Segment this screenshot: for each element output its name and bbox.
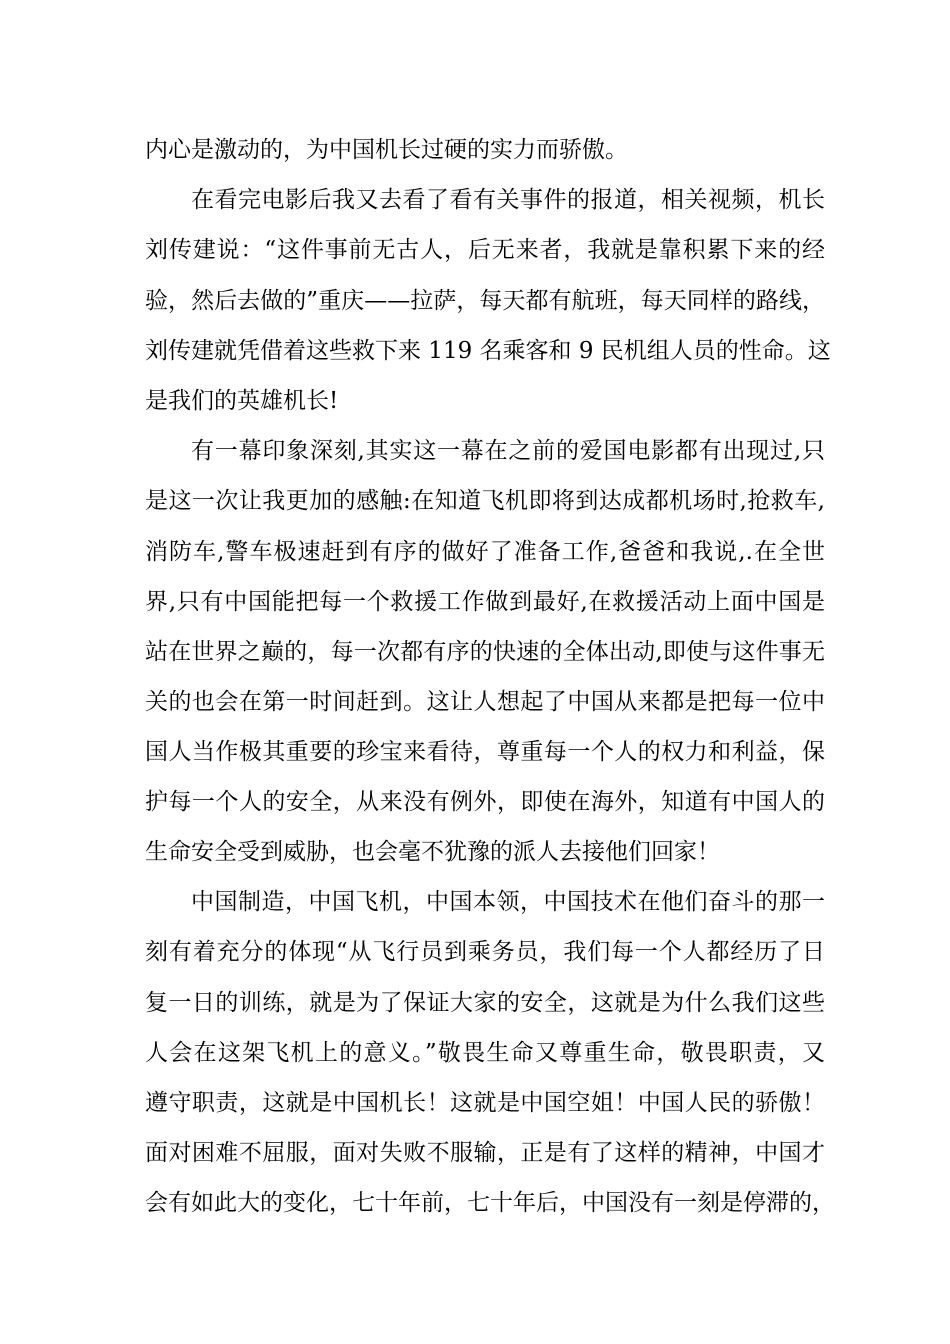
text-line: 站在世界之巅的，每一次都有序的快速的全体出动,即使与这件事无 — [145, 639, 825, 665]
text-line: 人会在这架飞机上的意义。”敬畏生命又尊重生命，敬畏职责，又 — [145, 1040, 825, 1066]
text-line: 会有如此大的变化，七十年前，七十年后，中国没有一刻是停滞的， — [145, 1190, 835, 1216]
text-line: 关的也会在第一时间赶到。这让人想起了中国从来都是把每一位中 — [145, 689, 825, 715]
paragraph-first-line: 有一幕印象深刻,其实这一幕在之前的爱国电影都有出现过,只 — [191, 438, 825, 464]
paragraph-first-line: 在看完电影后我又去看了看有关事件的报道，相关视频，机长 — [191, 187, 825, 213]
text-line: 复一日的训练，就是为了保证大家的安全，这就是为什么我们这些 — [145, 990, 825, 1016]
paragraph-first-line: 中国制造，中国飞机，中国本领，中国技术在他们奋斗的那一 — [191, 889, 825, 915]
text-line: 验，然后去做的”重庆——拉萨，每天都有航班，每天同样的路线， — [145, 288, 825, 314]
text-line: 是这一次让我更加的感触:在知道飞机即将到达成都机场时,抢救车, — [145, 488, 825, 514]
text-line: 刘传建说：“这件事前无古人，后无来者，我就是靠积累下来的经 — [145, 237, 825, 263]
text-line: 遵守职责，这就是中国机长！这就是中国空姐！中国人民的骄傲！ — [145, 1090, 825, 1116]
text-line: 面对困难不屈服，面对失败不服输，正是有了这样的精神，中国才 — [145, 1140, 825, 1166]
text-line: 护每一个人的安全，从来没有例外，即使在海外，知道有中国人的 — [145, 789, 825, 815]
text-line: 内心是激动的，为中国机长过硬的实力而骄傲。 — [145, 137, 628, 163]
text-line: 国人当作极其重要的珍宝来看待，尊重每一个人的权力和利益，保 — [145, 739, 825, 765]
text-line: 刻有着充分的体现“从飞行员到乘务员，我们每一个人都经历了日 — [145, 939, 825, 965]
text-line: 消防车,警车极速赶到有序的做好了准备工作,爸爸和我说,.在全世 — [145, 539, 825, 565]
text-line: 是我们的英雄机长! — [145, 388, 339, 414]
text-line: 刘传建就凭借着这些救下来 119 名乘客和 9 民机组人员的性命。这 — [145, 338, 831, 364]
text-line: 界,只有中国能把每一个救援工作做到最好,在救援活动上面中国是 — [145, 589, 825, 615]
text-line: 生命安全受到威胁，也会毫不犹豫的派人去接他们回家！ — [145, 839, 720, 865]
